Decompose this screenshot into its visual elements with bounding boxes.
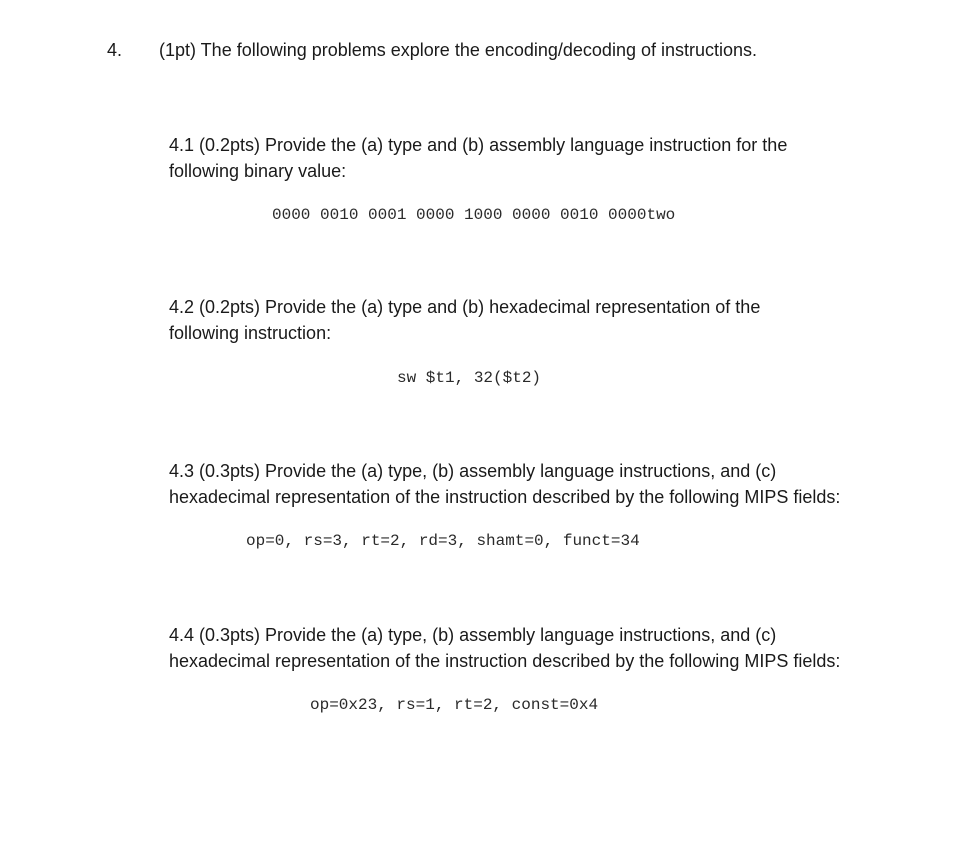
question-title: (1pt) The following problems explore the encoding/decoding of instructions.: [159, 40, 758, 60]
part-4-2-line-2: following instruction:: [169, 323, 332, 343]
part-4-2-line-1: 4.2 (0.2pts) Provide the (a) type and (b) hexadecimal representation of the: [169, 297, 761, 317]
part-4-2-prompt: [169, 294, 929, 346]
part-4-2-instruction: sw $t1, 32($t2): [397, 369, 542, 387]
part-4-4-line-2: hexadecimal representation of the instruction described by the following MIPS fields:: [169, 651, 841, 671]
part-4-3-line-2: hexadecimal representation of the instruction described by the following MIPS fields:: [169, 487, 841, 507]
part-4-4-mips-fields: op=0x23, rs=1, rt=2, const=0x4: [310, 696, 599, 714]
part-4-3-mips-fields: op=0, rs=3, rt=2, rd=3, shamt=0, funct=34: [246, 532, 640, 550]
part-4-4-prompt: [169, 622, 929, 674]
part-4-1-line-1: 4.1 (0.2pts) Provide the (a) type and (b) assembly language instruction for the: [169, 135, 788, 155]
part-4-3-line-1: 4.3 (0.3pts) Provide the (a) type, (b) assembly language instructions, and (c): [169, 461, 777, 481]
part-4-3-prompt: [169, 458, 929, 510]
part-4-1-prompt: [169, 132, 929, 184]
part-4-4-line-1: 4.4 (0.3pts) Provide the (a) type, (b) assembly language instructions, and (c): [169, 625, 777, 645]
question-number: 4.: [107, 40, 123, 60]
part-4-1-binary-value: 0000 0010 0001 0000 1000 0000 0010 0000two: [272, 206, 676, 224]
part-4-1-line-2: following binary value:: [169, 161, 347, 181]
